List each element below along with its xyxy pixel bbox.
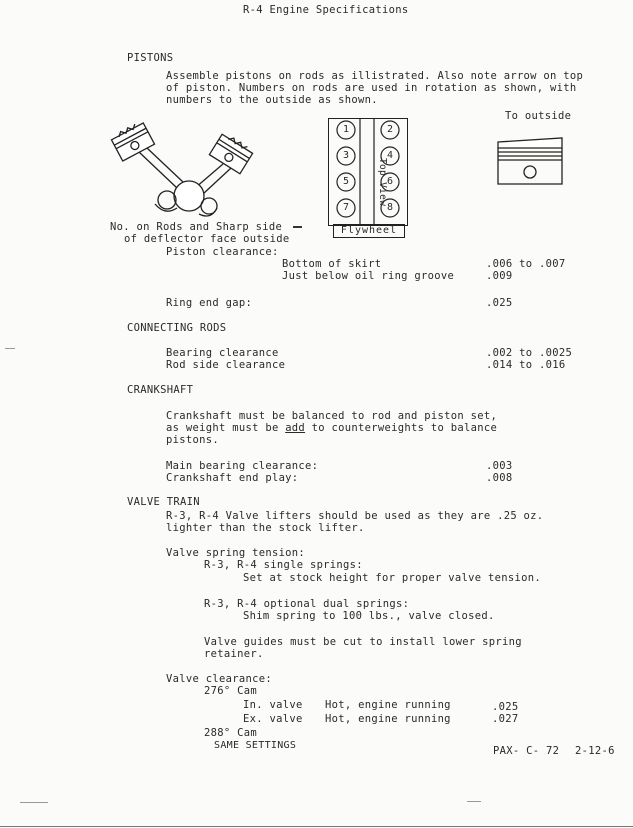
valve-guides-line-2: retainer. (204, 648, 264, 660)
intake-valve-condition: Hot, engine running (325, 699, 451, 711)
lifters-line-1: R-3, R-4 Valve lifters should be used as they are .25 oz. (166, 510, 544, 522)
ring-gap-value: .025 (486, 297, 513, 309)
top-view-label: Top View (377, 158, 388, 207)
oil-ring-groove-value: .009 (486, 270, 513, 282)
cyl-3: 3 (343, 150, 350, 161)
section-heading-connecting-rods: CONNECTING RODS (127, 322, 227, 334)
exhaust-valve-condition: Hot, engine running (325, 713, 451, 725)
scan-mark (467, 801, 481, 802)
intake-valve-value: .025 (492, 701, 519, 713)
cyl-4: 4 (387, 150, 394, 161)
caption-line-1: No. on Rods and Sharp side (110, 221, 283, 233)
caption-line-2: of deflector face outside (124, 233, 290, 245)
lifters-line-2: lighter than the stock lifter. (166, 522, 365, 534)
scan-mark (20, 802, 48, 803)
oil-ring-groove-label: Just below oil ring groove (282, 270, 455, 282)
piston-side-view-illustration (490, 124, 570, 194)
dual-springs-label: R-3, R-4 optional dual springs: (204, 598, 410, 610)
flywheel-label: Flywheel (333, 224, 405, 238)
rod-side-clearance-value: .014 to .016 (486, 359, 566, 371)
bottom-of-skirt-label: Bottom of skirt (282, 258, 382, 270)
document-date: 2-12-6 (575, 745, 615, 757)
section-heading-valve-train: VALVE TRAIN (127, 496, 200, 508)
cyl-1: 1 (343, 124, 350, 135)
section-heading-crankshaft: CRANKSHAFT (127, 384, 194, 396)
valve-guides-line-1: Valve guides must be cut to install lower spring (204, 636, 522, 648)
pistons-on-rods-illustration (95, 118, 275, 226)
exhaust-valve-value: .027 (492, 713, 519, 725)
single-springs-text: Set at stock height for proper valve tension. (243, 572, 541, 584)
rod-side-clearance-label: Rod side clearance (166, 359, 286, 371)
same-settings: SAME SETTINGS (214, 740, 297, 751)
cyl-7: 7 (343, 202, 350, 213)
cylinder-circles (328, 118, 406, 224)
spring-tension-label: Valve spring tension: (166, 547, 306, 559)
single-springs-label: R-3, R-4 single springs: (204, 559, 363, 571)
page-title: R-4 Engine Specifications (243, 4, 409, 16)
page-bottom-edge (0, 826, 633, 827)
section-heading-pistons: PISTONS (127, 52, 174, 64)
bearing-clearance-label: Bearing clearance (166, 347, 279, 359)
crankshaft-text-line-3: pistons. (166, 434, 219, 446)
main-bearing-clearance-label: Main bearing clearance: (166, 460, 319, 472)
cyl-2: 2 (387, 124, 394, 135)
pistons-intro-line-1: Assemble pistons on rods as illistrated. Also note arrow on top (166, 70, 584, 82)
arrow-mark (293, 226, 302, 228)
cam-288-label: 288° Cam (204, 727, 257, 739)
intake-valve-label: In. valve (243, 699, 303, 711)
document-code: PAX- C- 72 (493, 745, 560, 757)
main-bearing-clearance-value: .003 (486, 460, 513, 472)
crankshaft-text-line-2: as weight must be add to counterweights to balance (166, 422, 498, 434)
cyl-5: 5 (343, 176, 350, 187)
pistons-intro-line-2: of piston. Numbers on rods are used in rotation as shown, with (166, 82, 577, 94)
crankshaft-end-play-label: Crankshaft end play: (166, 472, 299, 484)
crankshaft-text-line-1: Crankshaft must be balanced to rod and piston set, (166, 410, 498, 422)
pistons-intro-line-3: numbers to the outside as shown. (166, 94, 378, 106)
bearing-clearance-value: .002 to .0025 (486, 347, 573, 359)
dual-springs-text: Shim spring to 100 lbs., valve closed. (243, 610, 495, 622)
crankshaft-end-play-value: .008 (486, 472, 513, 484)
exhaust-valve-label: Ex. valve (243, 713, 303, 725)
bottom-of-skirt-value: .006 to .007 (486, 258, 566, 270)
ring-gap-label: Ring end gap: (166, 297, 253, 309)
scan-mark (5, 348, 15, 349)
piston-clearance-label: Piston clearance: (166, 246, 279, 258)
cam-276-label: 276° Cam (204, 685, 257, 697)
to-outside-label: To outside (505, 110, 572, 122)
cyl-8: 8 (387, 202, 394, 213)
cyl-6: 6 (387, 176, 394, 187)
valve-clearance-label: Valve clearance: (166, 673, 272, 685)
